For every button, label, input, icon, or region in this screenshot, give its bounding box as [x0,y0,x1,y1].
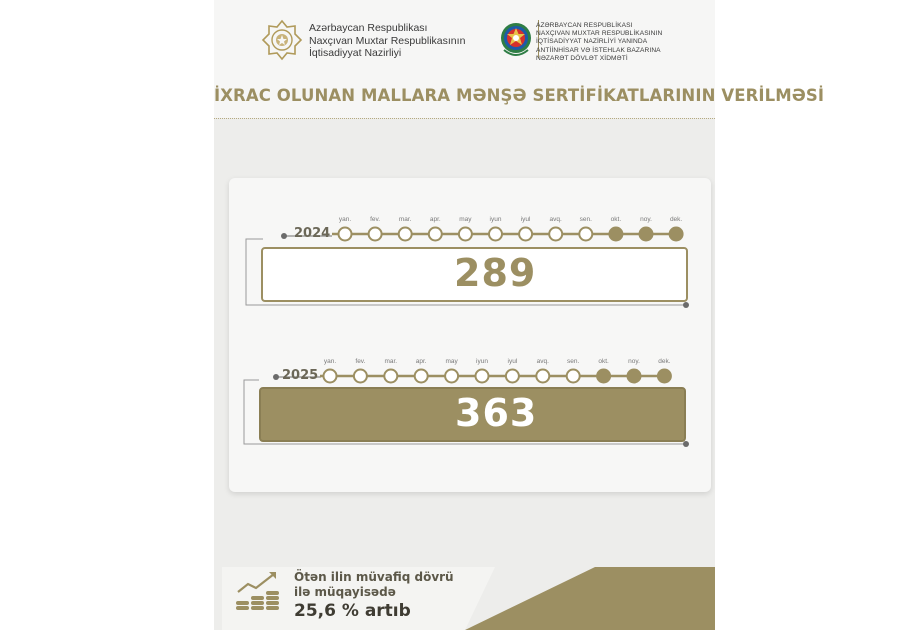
service-line-5: NƏZARƏT DÖVLƏT XİDMƏTİ [536,54,628,62]
infographic [214,0,825,630]
month-label: okt. [598,358,609,365]
month-label: may [459,216,472,223]
month-label: dek. [669,216,683,223]
month-marker-2025-12 [658,370,671,383]
month-label: dek. [658,358,671,365]
month-marker-2024-8 [549,228,562,241]
month-marker-2025-7 [506,370,519,383]
bottom-gold-band [465,567,715,630]
month-marker-2024-7 [519,228,532,241]
month-label: iyul [520,216,531,223]
month-label: sen. [567,358,580,365]
month-marker-2024-3 [399,228,412,241]
comparison-line-2: ilə müqayisədə [294,585,396,599]
comparison-line-1: Ötən ilin müvafiq dövrü [294,570,454,584]
year-2025-label: 2025 [282,368,319,383]
certificate-count-2025: 363 [455,391,538,435]
month-marker-2024-1 [339,228,352,241]
month-marker-2025-9 [567,370,580,383]
month-label: mar. [384,358,398,365]
month-label: iyun [476,358,488,365]
month-label: iyun [489,216,502,223]
month-marker-2025-10 [597,370,610,383]
month-label: noy. [640,216,652,223]
month-label: fev. [370,216,381,223]
month-marker-2025-6 [476,370,489,383]
month-marker-2024-10 [609,228,622,241]
month-label: noy. [628,358,640,365]
page-title: İXRAC OLUNAN MALLARA MƏNŞƏ SERTİFİKATLARININ VERİLMƏSİ [214,86,825,105]
bracket-2024-dot-end [683,302,689,308]
month-marker-2025-3 [384,370,397,383]
bracket-2025-dot-start [273,374,279,380]
month-marker-2024-9 [579,228,592,241]
month-marker-2025-2 [354,370,367,383]
service-line-2: NAXÇIVAN MUXTAR RESPUBLİKASININ [536,30,663,38]
service-line-3: İQTİSADİYYAT NAZİRLİYİ YANINDA [536,38,648,46]
month-marker-2025-5 [445,370,458,383]
month-marker-2025-11 [628,370,641,383]
month-marker-2024-2 [369,228,382,241]
year-2024-label: 2024 [294,226,331,241]
month-marker-2024-11 [640,228,653,241]
month-marker-2024-4 [429,228,442,241]
service-line-4: ANTİİNHİSAR VƏ İSTEHLAK BAZARINA [536,46,661,54]
month-label: sen. [579,216,592,223]
month-label: avq. [549,216,562,223]
timelines [214,0,825,630]
month-marker-2025-1 [324,370,337,383]
month-label: fev. [355,358,366,365]
month-label: okt. [610,216,622,223]
month-label: apr. [415,358,427,365]
bracket-2025-dot-end [683,441,689,447]
month-label: may [445,358,458,365]
ministry-line-3: İqtisadiyyat Nazirliyi [309,47,402,59]
month-label: yan. [323,358,337,365]
month-marker-2024-6 [489,228,502,241]
service-line-1: AZƏRBAYCAN RESPUBLİKASI [536,22,633,29]
month-label: avq. [536,358,549,365]
month-marker-2025-4 [415,370,428,383]
month-label: yan. [338,216,352,223]
ministry-line-1: Azərbaycan Respublikası [309,22,428,34]
growth-result: 25,6 % artıb [294,601,411,621]
month-label: apr. [429,216,441,223]
month-label: iyul [507,358,518,365]
ministry-line-2: Naxçıvan Muxtar Respublikasının [309,34,466,47]
bracket-2024-dot-start [281,233,287,239]
certificate-count-2024: 289 [454,251,537,295]
month-marker-2025-8 [536,370,549,383]
month-label: mar. [398,216,412,223]
month-marker-2024-5 [459,228,472,241]
month-marker-2024-12 [670,228,683,241]
